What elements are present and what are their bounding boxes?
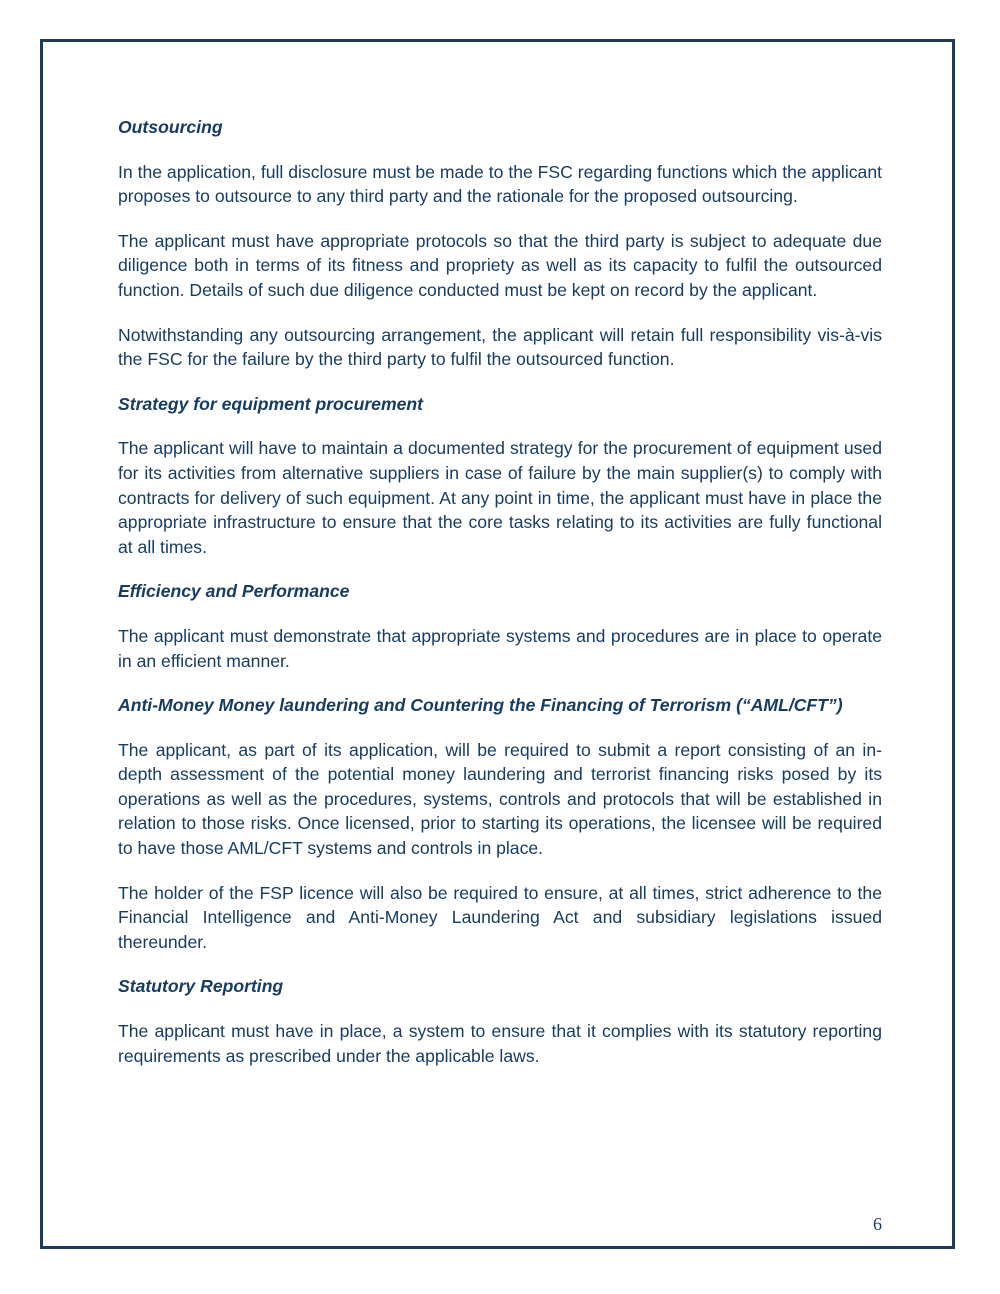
document-body: [118, 115, 882, 1088]
paragraph: The applicant must have appropriate protocols so that the third party is subject to adequate due diligence both in terms of its fitness and propriety as well as its capacity to fulfil the outsourced function. Details of such due diligence conducted must be kept on record by the applicant.: [118, 230, 882, 300]
paragraph: The applicant must have in place, a system to ensure that it complies with its statutory reporting requirements as prescribed under the applicable laws.: [118, 1021, 882, 1066]
section-heading: Strategy for equipment procurement: [118, 393, 424, 414]
paragraph: The applicant will have to maintain a documented strategy for the procurement of equipment used for its activities from alternative suppliers in case of failure by the main supplier(s) to comply with contracts for delivery of such equipment. At any point in time, the applicant must have in place the appropriate infrastructure to ensure that the core tasks relating to its activities are fully functional at all times.: [118, 438, 882, 557]
paragraph: The applicant, as part of its application, will be required to submit a report consisting of an in-depth assessment of the potential money laundering and terrorist financing risks posed by its operations as well as the procedures, systems, controls and protocols that will be established in relation to those risks. Once licensed, prior to starting its operations, the licensee will be required to have those AML/CFT systems and controls in place.: [118, 739, 882, 859]
section-efficiency-performance: [118, 579, 882, 673]
section-equipment-procurement: [118, 392, 882, 560]
paragraph: The holder of the FSP licence will also be required to ensure, at all times, strict adherence to the Financial Intelligence and Anti-Money Laundering Act and subsidiary legislations issued thereunder.: [118, 882, 882, 952]
section-heading: Statutory Reporting: [118, 976, 284, 997]
section-heading: Outsourcing: [118, 117, 223, 137]
section-outsourcing: [118, 115, 882, 372]
paragraph: In the application, full disclosure must be made to the FSC regarding functions which the applicant proposes to outsource to any third party and the rationale for the proposed outsourcing.: [118, 161, 882, 207]
section-heading: Efficiency and Performance: [118, 581, 350, 602]
section-heading: Anti-Money Money laundering and Countering the Financing of Terrorism (“AML/CFT”): [118, 695, 843, 716]
page-number: 6: [873, 1214, 882, 1234]
section-aml-cft: [118, 693, 882, 954]
paragraph: Notwithstanding any outsourcing arrangement, the applicant will retain full responsibility vis-à-vis the FSC for the failure by the third party to fulfil the outsourced function.: [118, 324, 882, 370]
paragraph: The applicant must demonstrate that appropriate systems and procedures are in place to operate in an efficient manner.: [118, 625, 882, 671]
section-statutory-reporting: [118, 974, 882, 1068]
